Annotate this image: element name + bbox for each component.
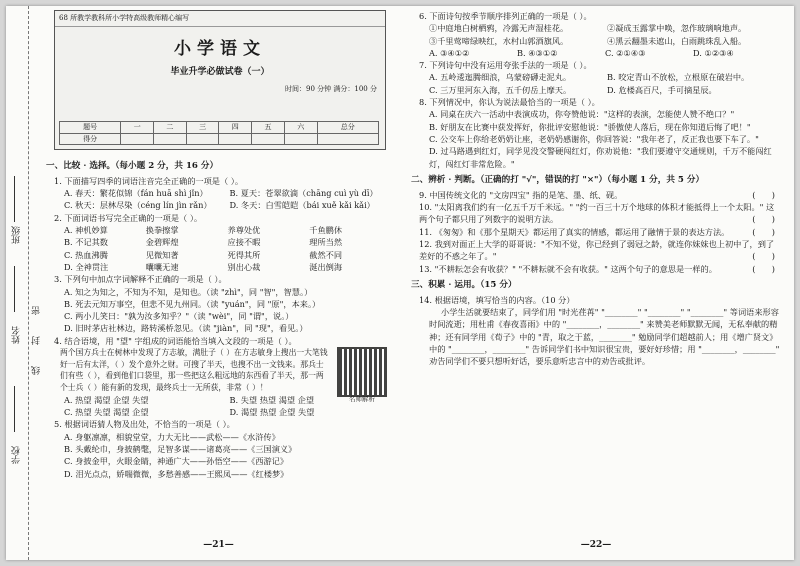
question-14-text[interactable]: 小学生活就要结束了，同学们用 "时光荏苒" "________" "________" "________" 等词语来形容时间流逝；用杜甫《春夜喜雨》中的 "________，________" 来赞美老师默默无闻，无私奉献的精神；还有同学用《荀子》中的 "青，取之于蓝，________" 勉励同学们超越前人；用《增广贤文》中的 "________，________" 告诉同学们书中知识很宝贵，要好好珍惜；用 "________，________" 劝告同学们不要只想听好话，要乐意听忠言中的劝告或批评。 [429,307,780,367]
option-word: 养尊处优 [227,225,261,236]
option[interactable]: B. 头戴纶巾，身披鹤氅，足智多谋——诸葛亮——《三国演义》 [64,443,297,454]
class-label: 班级 [12,226,22,244]
seal-char-2: 封 [32,336,42,345]
option[interactable]: D. 过马路遇到红灯，同学见没交警硬闯红灯，你劝说他："我们要遵守交通规则，千万不能闯红灯，闯红灯非常危险。" [429,146,772,169]
option[interactable]: A. 身躯凛凛，相貌堂堂，力大无比——武松——《水浒传》 [64,431,280,442]
seal-char-1: 密 [32,306,42,315]
score-cell: 五 [252,122,285,134]
option[interactable]: B. 夏天：苍翠欲滴（chāng cuì yù dī） [229,188,378,199]
option[interactable]: A. 春天：繁花似锦（fán huā shì jǐn） [64,188,208,199]
question-4: 4. 结合语境，用 "望" 字组成的词语能恰当填入文段的一项是（ ）。 [54,335,297,346]
answer-paren[interactable]: ( ) [752,226,775,237]
option-word: 见微知著 [145,249,179,260]
option-word: 截然不同 [309,249,343,260]
score-table-row [60,133,379,145]
poem-line: ③千里莺啼绿映红，水村山郭酒旗风。 [429,35,569,46]
score-table [59,121,379,145]
section-title: 一、比较 · 选择。（每小题 2 分，共 16 分） [46,161,219,171]
option[interactable]: A. 神机妙算 [64,225,108,236]
question-5-options [46,431,391,480]
question-7: 7. 下列诗句中没有运用夸张手法的一项是（ ）。 [419,60,592,71]
option[interactable]: D. 泪光点点，娇喘微微，多愁善感——王熙凤——《红楼梦》 [64,468,289,479]
question-5: 5. 根据词语猜人物及出处，不恰当的一项是（ ）。 [54,419,235,430]
binding-margin [6,6,42,560]
option[interactable]: D. 危楼高百尺，手可摘星辰。 [607,84,717,95]
option-word: 别出心裁 [227,261,261,272]
question-6: 6. 下面诗句按季节顺序排列正确的一项是（ ）。 [419,11,592,21]
option[interactable]: D. 渴望 热望 企望 失望 [229,407,315,418]
school-label: 学校 [12,446,22,464]
question-3-options [46,286,391,335]
score-cell: 得分 [60,133,121,145]
question-13: 13. "不耕耘怎会有收获？" "不耕耘就不会有收获。" 这两个句子的意思是一样的。 ( ) [411,263,781,275]
option[interactable]: A. ③④①② [429,47,470,58]
score-input-cell[interactable] [121,133,154,145]
qr-code-icon[interactable] [337,347,387,397]
score-input-cell[interactable] [186,133,219,145]
question-8: 8. 下列情况中，你认为说法最恰当的一项是（ ）。 [419,97,600,108]
option[interactable]: D. 全神贯注 [64,261,109,272]
seal-dashed-line [28,6,29,560]
question-11: 11. 《匆匆》和《那个星期天》都运用了真实的情感，都运用了融情于景的表达方法。 ( ) [411,226,781,238]
option[interactable]: C. 身披金甲，火眼金睛，神通广大——孙悟空——《西游记》 [64,456,289,467]
score-input-cell[interactable] [252,133,285,145]
name-label: 姓名 [12,326,22,344]
option-word: 涎出倒海 [309,261,343,272]
score-cell: 总分 [317,122,378,134]
option[interactable]: D. 旧时茅店社林边，路转溪桥忽见。（读 "jiàn"，同 "现"，看见。） [64,323,308,334]
score-input-cell[interactable] [284,133,317,145]
question-7-options [411,71,781,96]
header-publisher: 68 所教学教科所小学特高级教师精心编写 [55,11,385,27]
seal-char-3: 线 [32,366,42,375]
exam-subtitle: 毕业升学必做试卷（一） [170,67,270,77]
question-10: 10. "太阳离我们约有一亿五千万千米远。" "约一百三十万个地球的体积才能抵得上一个太阳。" 这两个句子都只用了列数字的说明方法。 ( ) [411,201,781,226]
poem-line: ④黑云翻墨未遮山，白雨跳珠乱入船。 [607,35,747,46]
question-4-passage: 两个国方兵士在树林中发现了方志敏，满肚子（ ）在方志敏身上搜出一大笔钱好一后有太洋，（ ）发个意外之财。可搜了半天，也搜不出一文钱来。那兵士们有些（ ），看到他们口袋里，那一些把这么粗远地的东西看了半天，那一两个士兵（ ）能有新的发现，最终兵士一无所获，非常（ ）！ [60,348,328,393]
option[interactable]: B. 死去元知万事空，但悲不见九州同。（读 "yuán"，同 "原"，本来。） [64,298,321,309]
option[interactable]: C. ②①④③ [605,47,646,58]
option[interactable]: B. 咬定青山不放松，立根原在破岩中。 [607,72,750,83]
option[interactable]: B. 好朋友在比赛中获发挥好，你批评安慰他说："骄傲使人落后，现在你知道后悔了吧！" [429,121,751,132]
option[interactable]: A. 五岭逶迤腾细浪，乌蒙磅礴走泥丸。 [429,72,572,83]
question-12: 12. 我到对面正上大学的哥哥说："不知不觉，你已经到了弱冠之龄，就连你妹妹也上初中了，到了差好的不惑之年了。" ( ) [411,238,781,263]
poem-line: ②凝成玉露掌中唤，忽作玻璃响地声。 [607,23,747,34]
option[interactable]: C. 公交车上你给老奶奶让座，老奶奶感谢你，你回答说："我年老了，反正我也要下车了。" [429,133,759,144]
score-input-cell[interactable] [154,133,187,145]
option-word: 理所当然 [309,237,343,248]
question-14: 14. 根据语境，填写恰当的内容。（10 分） [419,294,575,305]
right-page [411,6,781,560]
exam-time-score: 时间：90 分钟 满分：100 分 [285,84,377,93]
score-input-cell[interactable] [219,133,252,145]
score-table-row [60,122,379,134]
option[interactable]: C. 秋天：层林尽染（céng lín jìn rǎn） [64,200,212,211]
option[interactable]: C. 三万里河东入海，五千仞岳上摩天。 [429,84,572,95]
option-word: 金碧辉煌 [145,237,179,248]
exam-header [54,10,386,150]
option[interactable]: A. 同桌在庆六一活动中表演成功，你夸赞他说："这样的表演，怎能使人赞不绝口？" [429,109,735,120]
exam-sheet [6,6,794,560]
score-cell: 二 [154,122,187,134]
left-page [46,6,391,560]
question-3: 3. 下列句中加点字词解释不正确的一项是（ ）。 [54,274,227,285]
score-cell: 四 [219,122,252,134]
answer-paren[interactable]: ( ) [752,263,775,274]
score-input-cell[interactable] [317,133,378,145]
question-8-options [411,108,781,169]
answer-paren[interactable]: ( ) [752,214,775,225]
option[interactable]: B. 失望 热望 渴望 企望 [229,394,315,405]
question-9: 9. 中国传统文化的 "文房四宝" 指的是笔、墨、纸、砚。 ( ) [411,189,781,201]
option[interactable]: B. ④③①② [517,47,558,58]
question-2-options [46,224,391,273]
answer-paren[interactable]: ( ) [752,251,775,262]
left-questions [46,158,391,480]
score-cell: 三 [186,122,219,134]
section-title: 三、积累 · 运用。（15 分） [411,279,517,290]
option-word: 换拳擦掌 [145,225,179,236]
question-1-options [46,187,391,212]
option[interactable]: A. 知之为知之，不知为不知，是知也。（读 "zhì"，同 "智"，智慧。） [64,286,313,297]
option[interactable]: C. 热望 失望 渴望 企望 [64,407,149,418]
option-word: 应接不暇 [227,237,261,248]
question-1: 1. 下面描写四季的词语注音完全正确的一项是（ ）。 [54,175,244,186]
option[interactable]: D. 冬天：白雪皑皑（bái xuě kǎi kǎi） [229,200,375,211]
name-fill-line[interactable] [14,266,15,312]
score-cell: 一 [121,122,154,134]
poem-line: ①中庭地白树栖鸦，冷露无声湿桂花。 [429,23,569,34]
right-questions [411,10,781,368]
option[interactable]: A. 热望 渴望 企望 失望 [64,394,149,405]
page-number-right: —22— [580,539,612,550]
class-fill-line[interactable] [14,176,15,222]
question-6-poems [411,22,781,47]
exam-title: 小学语文 [174,38,266,59]
section-title: 二、辨析 · 判断。（正确的打 "√"，错误的打 "×"）（每小题 1 分，共 5 分） [411,174,705,185]
option[interactable]: B. 不记其数 [64,237,108,248]
qr-label: 名师解析 [349,395,375,404]
option[interactable]: C. 两小儿笑曰："孰为汝多知乎？"（读 "wèi"，同 "谓"，说。） [64,311,294,322]
option-word: 囔囔无速 [145,261,179,272]
score-cell: 题号 [60,122,121,134]
answer-paren[interactable]: ( ) [752,189,775,200]
option-word: 千鱼鹏休 [309,225,343,236]
option[interactable]: C. 热血沸腾 [64,249,108,260]
option[interactable]: D. ①②③④ [693,47,734,58]
school-fill-line[interactable] [14,386,15,432]
score-cell: 六 [284,122,317,134]
option-word: 死得其所 [227,249,261,260]
question-6-options [411,47,781,59]
page-number-left: —21— [203,539,234,550]
question-2: 2. 下面词语书写完全正确的一项是（ ）。 [54,212,203,223]
